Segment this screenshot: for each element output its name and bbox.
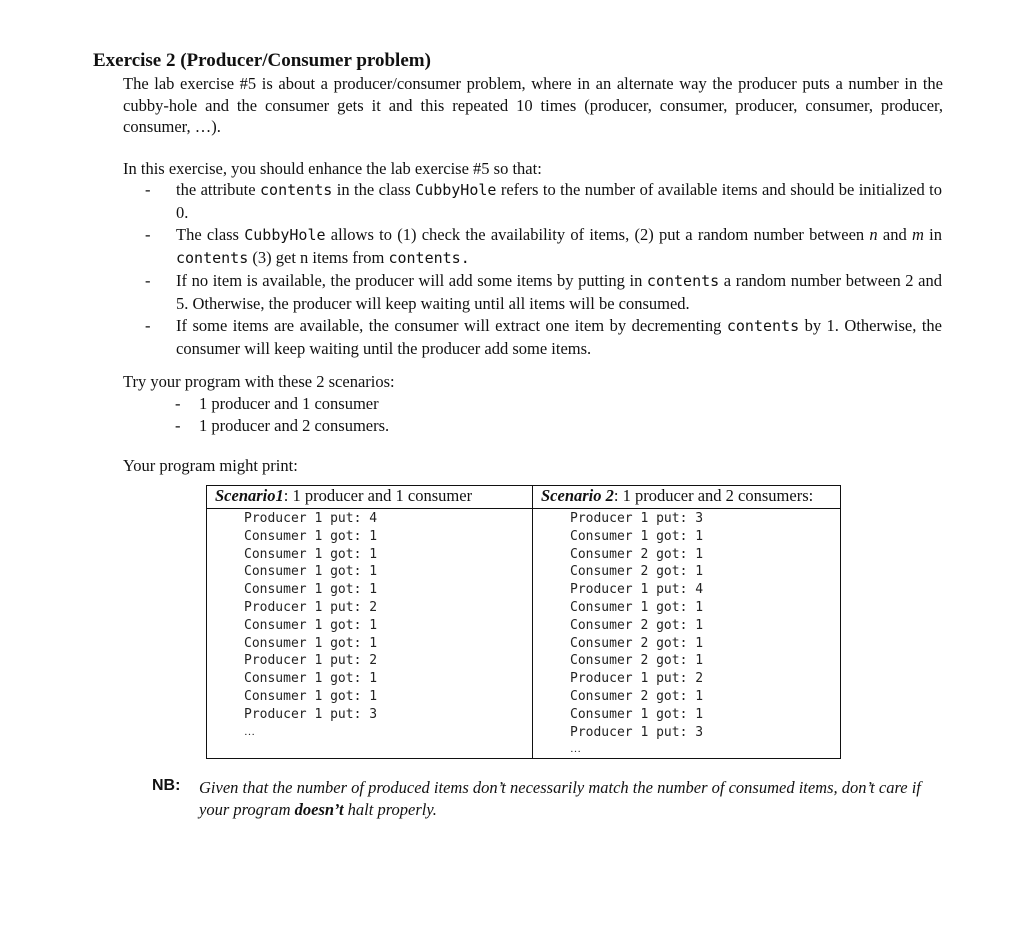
output-line: Producer 1 put: 3 bbox=[570, 724, 704, 740]
text: and bbox=[877, 225, 912, 244]
code: CubbyHole bbox=[244, 226, 326, 244]
scenario-item bbox=[175, 393, 389, 415]
text: The class bbox=[176, 225, 245, 244]
bullet-dash: - bbox=[175, 394, 181, 413]
emphasis: doesn’t bbox=[294, 800, 344, 819]
scenario1-desc: : 1 producer and 1 consumer bbox=[283, 486, 473, 505]
scenario-text: 1 producer and 2 consumers. bbox=[199, 415, 390, 435]
requirements-list bbox=[145, 179, 942, 360]
bullet-dash: - bbox=[145, 271, 151, 290]
output-line: Producer 1 put: 3 bbox=[244, 706, 378, 722]
output-line: Consumer 2 got: 1 bbox=[570, 688, 704, 704]
text: by 1. Otherwise, the consumer will keep waiting until the producer add some items. bbox=[176, 316, 942, 358]
intro-paragraph: The lab exercise #5 is about a producer/consumer problem, where in an alternate way the producer puts a number in the cubby-hole and the consumer gets it and this repeated 10 times (producer, consumer, producer, consumer, producer, consumer, …). bbox=[123, 74, 943, 136]
var-n: n bbox=[869, 225, 878, 244]
text: the attribute bbox=[176, 180, 261, 199]
table-header-row bbox=[207, 486, 841, 509]
text: in the class bbox=[332, 180, 416, 199]
output-line: Producer 1 put: 3 bbox=[570, 511, 704, 526]
output-line: Producer 1 put: 2 bbox=[570, 671, 704, 687]
output-line: Consumer 2 got: 1 bbox=[570, 546, 704, 562]
nb-label: NB: bbox=[152, 777, 181, 794]
output-line: Consumer 1 got: 1 bbox=[244, 582, 378, 598]
scenarios-list bbox=[175, 393, 389, 436]
output-line: Consumer 1 got: 1 bbox=[244, 546, 378, 562]
text: (3) get n items from bbox=[248, 247, 389, 267]
might-print: Your program might print: bbox=[123, 456, 298, 475]
output-line: Consumer 1 got: 1 bbox=[244, 564, 378, 580]
text: If no item is available, the producer will add some items by putting in bbox=[176, 271, 647, 290]
code: contents bbox=[176, 248, 249, 267]
var-m: m bbox=[912, 225, 924, 244]
enhance-lead: In this exercise, you should enhance the lab exercise #5 so that: bbox=[123, 159, 542, 178]
bullet-dash: - bbox=[145, 225, 151, 244]
output-table bbox=[206, 485, 841, 759]
scenario-item bbox=[175, 415, 389, 437]
code: contents bbox=[260, 181, 333, 199]
output-line: Consumer 1 got: 1 bbox=[570, 528, 704, 544]
text: halt properly. bbox=[343, 800, 437, 819]
scenario1-header bbox=[207, 486, 533, 509]
output-line: Consumer 2 got: 1 bbox=[570, 617, 704, 633]
bullet-dash: - bbox=[145, 180, 151, 199]
text: refers to the number of available items and should be initialized to 0. bbox=[176, 180, 942, 222]
output-line: Producer 1 put: 4 bbox=[570, 582, 704, 598]
code: contents. bbox=[388, 248, 470, 267]
scenario2-header bbox=[533, 486, 841, 509]
scenario-text: 1 producer and 1 consumer bbox=[199, 394, 379, 413]
text: allows to (1) check the availability of items, (2) put a random number between bbox=[325, 225, 870, 244]
try-lead: Try your program with these 2 scenarios: bbox=[123, 372, 395, 391]
text: in bbox=[923, 225, 943, 244]
output-line: Consumer 2 got: 1 bbox=[570, 653, 704, 669]
output-line: Producer 1 put: 2 bbox=[244, 653, 378, 669]
output-line: Consumer 1 got: 1 bbox=[570, 599, 704, 615]
code: CubbyHole bbox=[415, 181, 497, 199]
output-line: Consumer 1 got: 1 bbox=[244, 671, 378, 687]
requirement-item bbox=[145, 224, 942, 269]
bullet-dash: - bbox=[175, 415, 181, 435]
ellipsis: … bbox=[244, 725, 255, 738]
scenario1-output bbox=[207, 509, 533, 759]
bullet-dash: - bbox=[145, 316, 151, 335]
requirement-item bbox=[145, 315, 942, 359]
ellipsis: … bbox=[570, 743, 581, 756]
output-line: Producer 1 put: 2 bbox=[244, 599, 378, 615]
exercise-title: Exercise 2 (Producer/Consumer problem) bbox=[93, 50, 431, 71]
code: contents bbox=[726, 317, 800, 335]
scenario2-label: Scenario 2 bbox=[541, 486, 614, 505]
code: contents bbox=[646, 272, 720, 290]
scenario2-desc: : 1 producer and 2 consumers: bbox=[613, 486, 814, 505]
output-line: Consumer 2 got: 1 bbox=[570, 564, 704, 580]
scenario1-label: Scenario1 bbox=[215, 486, 284, 505]
text: If some items are available, the consumer will extract one item by decrementing bbox=[176, 316, 727, 335]
output-line: Consumer 1 got: 1 bbox=[244, 528, 378, 544]
requirement-item bbox=[145, 270, 942, 314]
output-line: Producer 1 put: 4 bbox=[244, 511, 378, 526]
nb-text bbox=[199, 777, 929, 821]
output-line: Consumer 2 got: 1 bbox=[570, 635, 704, 651]
scenario2-output bbox=[533, 509, 841, 759]
text: Given that the number of produced items don’t necessarily match the number of consumed items, don’t care if your program bbox=[199, 778, 921, 819]
text: a random number between 2 and 5. Otherwise, the producer will keep waiting until all items will be consumed. bbox=[176, 271, 942, 313]
output-line: Consumer 1 got: 1 bbox=[570, 706, 704, 722]
table-body-row bbox=[207, 509, 841, 759]
output-line: Consumer 1 got: 1 bbox=[244, 688, 378, 704]
requirement-item bbox=[145, 179, 942, 223]
output-line: Consumer 1 got: 1 bbox=[244, 617, 378, 633]
output-line: Consumer 1 got: 1 bbox=[244, 635, 378, 651]
